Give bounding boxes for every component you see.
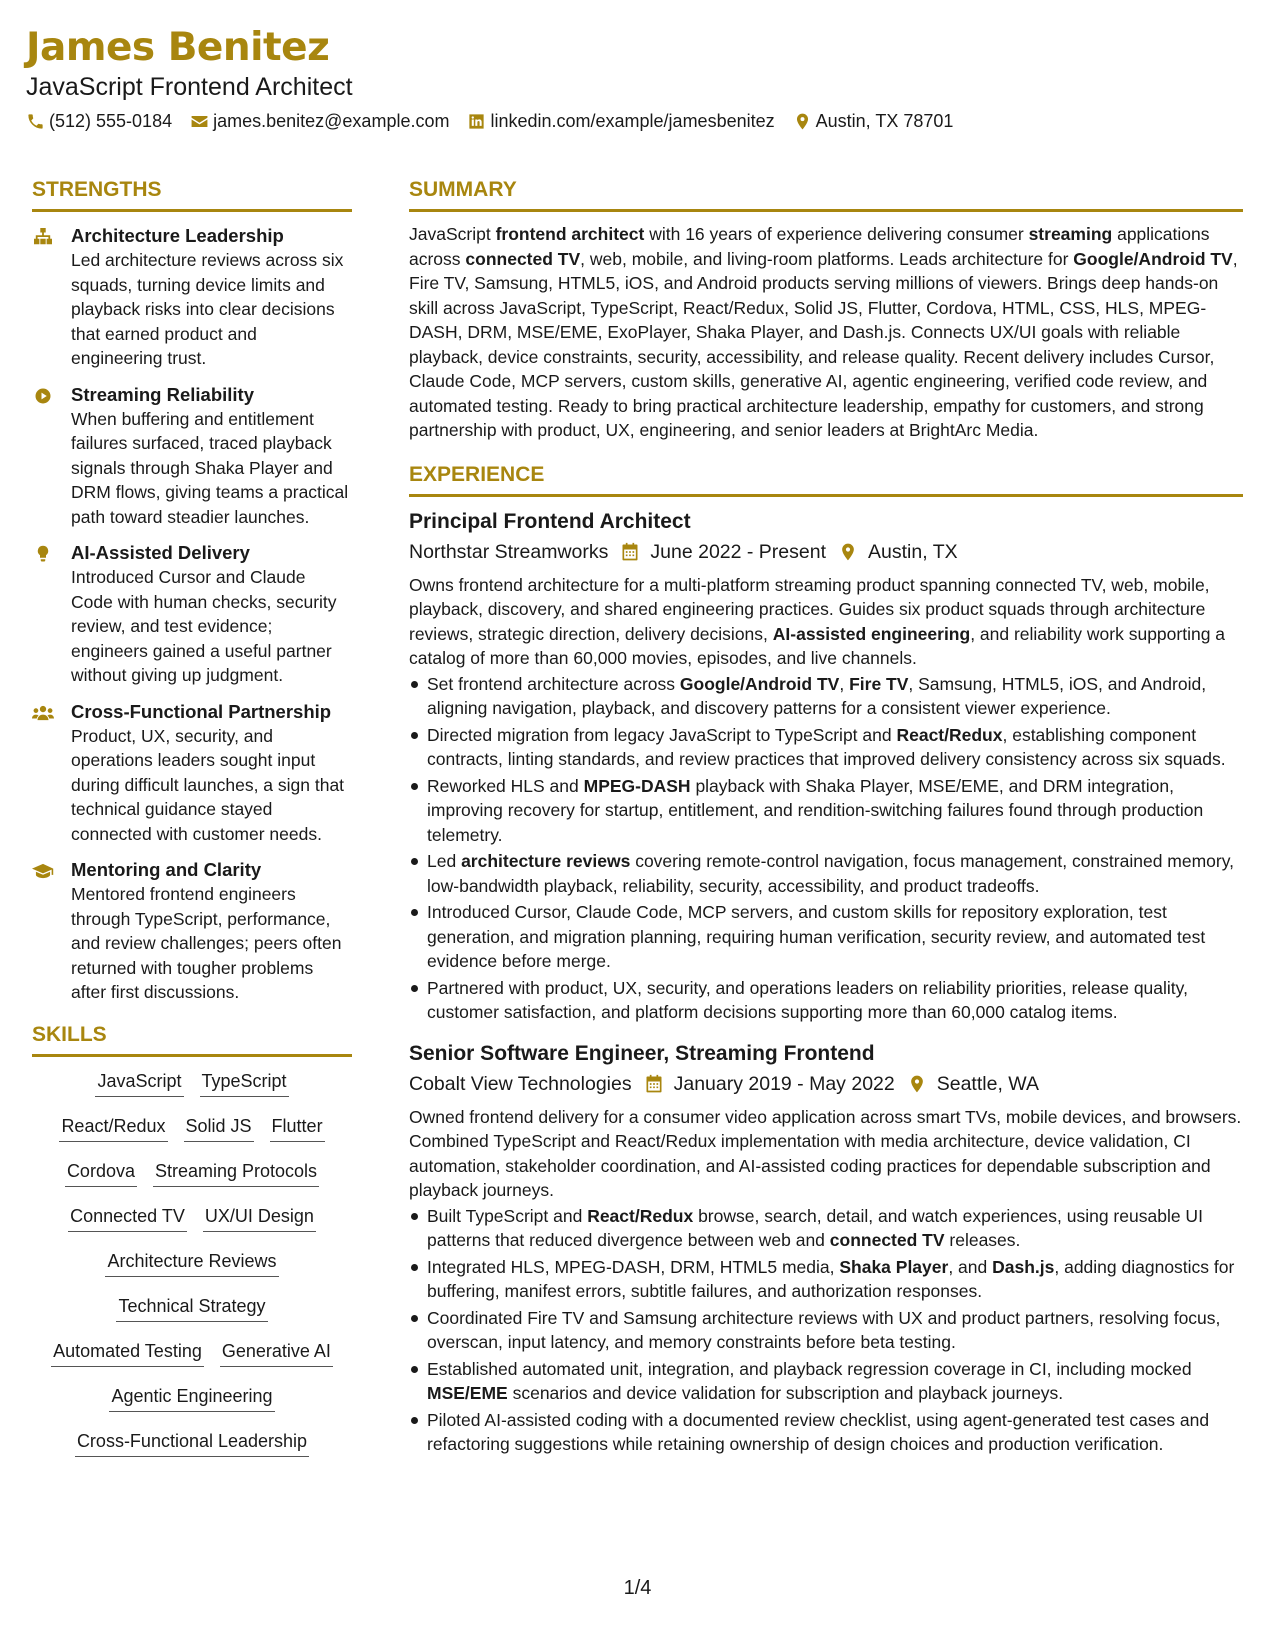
job-entry (409, 507, 1243, 1025)
job-bullet: Piloted AI-assisted coding with a documented review checklist, using agent-generated test cases and refactoring suggestions while retaining ownership of design choices and production verification. (409, 1408, 1243, 1457)
strength-item (32, 858, 352, 1005)
skill-tag: Cross-Functional Leadership (75, 1429, 309, 1457)
skill-tag: Cordova (65, 1159, 137, 1187)
strength-title: Mentoring and Clarity (71, 859, 262, 880)
strength-desc: Product, UX, security, and operations leaders sought input during difficult launches, a sign that technical guidance stayed connected with customer needs. (71, 725, 345, 844)
job-location: Seattle, WA (936, 1072, 1039, 1095)
skill-tag: Architecture Reviews (105, 1249, 278, 1277)
job-bullet: Led architecture reviews covering remote-control navigation, focus management, constrained memory, low-bandwidth playback, reliability, security, accessibility, and product tradeoffs. (409, 849, 1243, 898)
job-location: Austin, TX (868, 540, 958, 563)
skill-tag: Agentic Engineering (109, 1384, 274, 1412)
strength-desc: Led architecture reviews across six squads, turning device limits and playback risks into clear decisions that earned product and engineering trust. (71, 250, 344, 368)
skill-tag: Generative AI (220, 1339, 333, 1367)
play-circle-icon (32, 387, 54, 405)
phone-icon (26, 112, 45, 131)
envelope-icon (190, 112, 209, 131)
strength-desc: Mentored frontend engineers through TypeScript, performance, and review challenges; peers often returned with tougher problems after first discussions. (71, 884, 342, 1002)
job-title: Senior Software Engineer, Streaming Frontend (409, 1041, 875, 1065)
linkedin-icon (467, 112, 486, 131)
skill-row (32, 1429, 352, 1474)
skill-tag: Solid JS (184, 1114, 254, 1142)
job-meta (409, 1069, 1243, 1099)
strength-title: Streaming Reliability (71, 383, 254, 405)
job-bullets (409, 1204, 1243, 1457)
job-entry (409, 1039, 1243, 1457)
skill-row (32, 1339, 352, 1384)
skills-heading: SKILLS (32, 1021, 352, 1057)
contact-location (793, 111, 954, 132)
skill-tag: Connected TV (68, 1204, 187, 1232)
users-icon (32, 704, 54, 722)
job-bullet: Reworked HLS and MPEG-DASH playback with Shaka Player, MSE/EME, and DRM integration, improving recovery for startup, entitlement, and rendition-switching failures found through production telemetry. (409, 774, 1243, 848)
skill-row (32, 1294, 352, 1339)
strengths-heading: STRENGTHS (32, 176, 352, 212)
graduation-cap-icon (32, 862, 54, 880)
map-marker-icon (793, 112, 812, 131)
skill-row (32, 1204, 352, 1249)
page-number: 1/4 (623, 1577, 652, 1599)
linkedin-link[interactable]: linkedin.com/example/jamesbenitez (490, 111, 775, 131)
location-text: Austin, TX 78701 (815, 111, 954, 131)
map-marker-icon (907, 1074, 927, 1094)
job-bullet: Introduced Cursor, Claude Code, MCP servers, and custom skills for repository exploration, test generation, and migration planning, requiring human verification, security review, and automated test evidence before merge. (409, 900, 1243, 974)
summary-heading: SUMMARY (409, 176, 1243, 212)
summary-text: JavaScript frontend architect with 16 years of experience delivering consumer streaming applications across connected TV, web, mobile, and living-room platforms. Leads architecture for Google/Android TV, Fire TV, Samsung, HTML5, iOS, and Android products serving millions of viewers. Brings deep hands-on skill across JavaScript, TypeScript, React/Redux, Solid JS, Flutter, Cordova, HTML, CSS, HLS, MPEG-DASH, DRM, MSE/EME, ExoPlayer, Shaka Player, and Dash.js. Connects UX/UI goals with reliable playback, device constraints, security, accessibility, and release quality. Recent delivery includes Cursor, Claude Code, MCP servers, custom skills, generative AI, agentic engineering, verified code review, and automated testing. Ready to bring practical architecture leadership, empathy for customers, and strong partnership with product, UX, engineering, and senior leaders at BrightArc Media. (409, 224, 1238, 440)
strength-title: AI-Assisted Delivery (71, 542, 250, 563)
job-dates: June 2022 - Present (650, 540, 827, 563)
skill-tag: Technical Strategy (116, 1294, 267, 1322)
resume-header (26, 26, 1246, 132)
skill-row (32, 1249, 352, 1294)
calendar-icon (644, 1074, 664, 1094)
job-company: Cobalt View Technologies (409, 1072, 632, 1095)
strength-item (32, 224, 352, 371)
job-title: Principal Frontend Architect (409, 509, 691, 533)
skill-tag: JavaScript (95, 1069, 183, 1097)
strength-desc: When buffering and entitlement failures surfaced, traced playback signals through Shaka Player and DRM flows, giving teams a practical path toward steadier launches. (71, 408, 349, 527)
strength-title: Cross-Functional Partnership (71, 700, 332, 722)
job-bullet: Coordinated Fire TV and Samsung architecture reviews with UX and product partners, resolving focus, overscan, input latency, and memory constraints before beta testing. (409, 1306, 1243, 1355)
lightbulb-icon (32, 545, 54, 563)
experience-heading: EXPERIENCE (409, 461, 1243, 497)
skill-tag: Streaming Protocols (153, 1159, 319, 1187)
skill-row (32, 1159, 352, 1204)
contact-bar (26, 111, 1246, 132)
candidate-name: James Benitez (26, 25, 330, 70)
strength-desc: Introduced Cursor and Claude Code with human checks, security review, and test evidence; engineers gained a useful partner without giving up judgment. (71, 567, 337, 685)
strengths-list (32, 224, 352, 1005)
map-marker-icon (838, 542, 858, 562)
contact-email[interactable] (190, 111, 449, 132)
job-bullet: Partnered with product, UX, security, and operations leaders on reliability priorities, release quality, customer satisfaction, and platform decisions supporting more than 60,000 catalog items. (409, 976, 1243, 1025)
job-bullets (409, 672, 1243, 1025)
job-bullet: Built TypeScript and React/Redux browse, search, detail, and watch experiences, using reusable UI patterns that reduced divergence between web and connected TV releases. (409, 1204, 1243, 1253)
job-bullet: Integrated HLS, MPEG-DASH, DRM, HTML5 media, Shaka Player, and Dash.js, adding diagnostics for buffering, manifest errors, subtitle failures, and authorization responses. (409, 1255, 1243, 1304)
skill-tag: React/Redux (59, 1114, 167, 1142)
email-link[interactable]: james.benitez@example.com (213, 111, 450, 131)
contact-phone (26, 111, 172, 132)
job-bullet: Set frontend architecture across Google/Android TV, Fire TV, Samsung, HTML5, iOS, and Android, aligning navigation, playback, and discovery patterns for a consistent viewer experience. (409, 672, 1243, 721)
left-column (32, 176, 352, 1474)
job-dates: January 2019 - May 2022 (673, 1072, 895, 1095)
contact-linkedin[interactable] (467, 111, 774, 132)
job-bullet: Established automated unit, integration, and playback regression coverage in CI, including mocked MSE/EME scenarios and device validation for subscription and playback journeys. (409, 1357, 1243, 1406)
skill-row (32, 1069, 352, 1114)
skill-row (32, 1384, 352, 1429)
strength-item (32, 541, 352, 688)
skill-tag: TypeScript (200, 1069, 289, 1097)
strength-item (32, 383, 352, 530)
job-bullet: Directed migration from legacy JavaScript to TypeScript and React/Redux, establishing component contracts, linting standards, and review practices that improved delivery consistency across six squads. (409, 723, 1243, 772)
job-meta (409, 537, 1243, 567)
job-company: Northstar Streamworks (409, 540, 609, 563)
skill-tag: Automated Testing (51, 1339, 204, 1367)
job-description: Owns frontend architecture for a multi-platform streaming product spanning connected TV, web, mobile, playback, discovery, and shared engineering practices. Guides six product squads through architecture reviews, strategic direction, delivery decisions, AI-assisted engineering, and reliability work supporting a catalog of more than 60,000 movies, episodes, and live channels. (409, 574, 1226, 668)
job-description: Owned frontend delivery for a consumer video application across smart TVs, mobile devices, and browsers. Combined TypeScript and React/Redux implementation with media architecture, device validation, CI automation, stakeholder coordination, and AI-assisted coding practices for dependable subscription and playback journeys. (409, 1106, 1242, 1200)
sitemap-icon (32, 228, 54, 246)
skill-tag: UX/UI Design (203, 1204, 316, 1232)
right-column (409, 176, 1243, 1459)
skills-list (32, 1069, 352, 1474)
skill-row (32, 1114, 352, 1159)
candidate-headline: JavaScript Frontend Architect (26, 73, 353, 101)
skill-tag: Flutter (270, 1114, 325, 1142)
strength-title: Architecture Leadership (71, 225, 284, 246)
strength-item (32, 700, 352, 847)
calendar-icon (620, 542, 640, 562)
phone-number: (512) 555-0184 (49, 111, 173, 131)
